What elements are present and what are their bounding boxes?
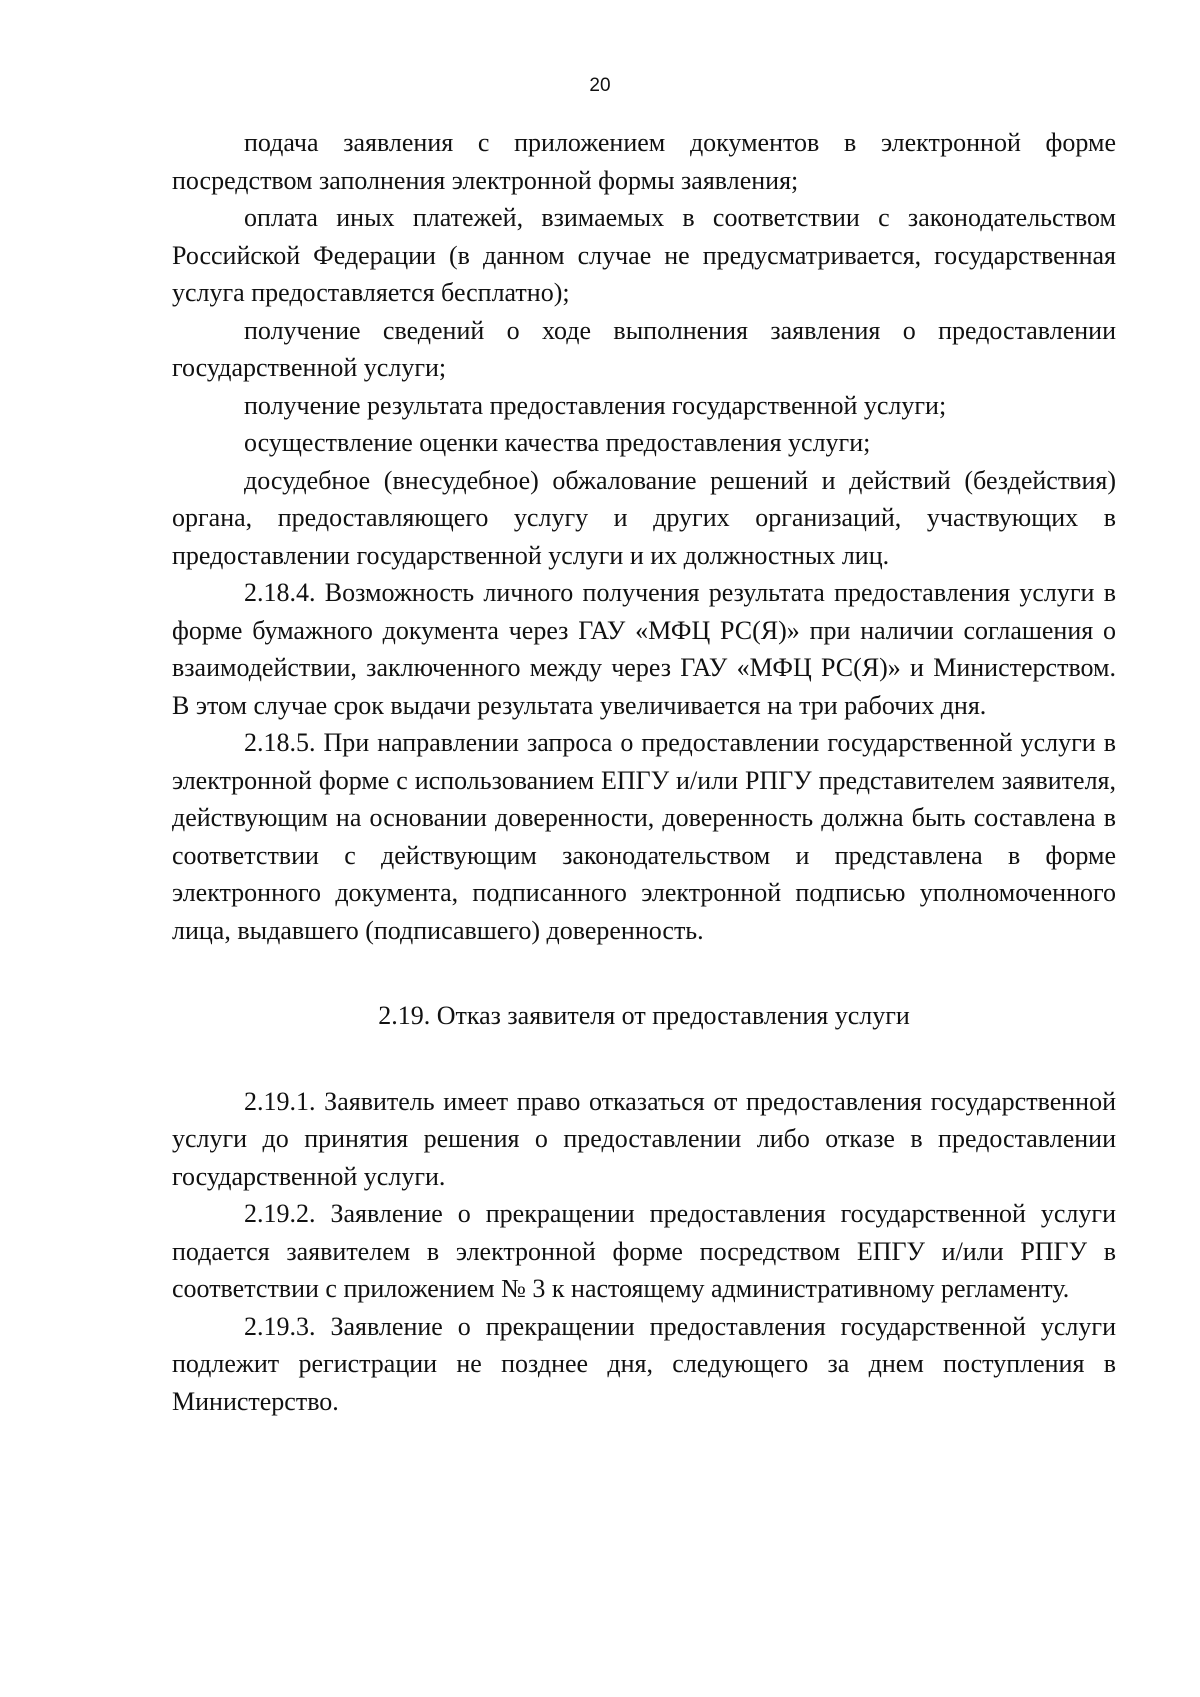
- paragraph-progress-info: получение сведений о ходе выполнения заявления о предоставлении государственной услуги;: [172, 315, 1116, 382]
- paragraph-quality-assessment: осуществление оценки качества предоставления услуги;: [244, 428, 871, 457]
- paragraph-2-19-1: 2.19.1. Заявитель имеет право отказаться от предоставления государственной услуги до принятия решения о предоставлении либо отказе в предоставлении государственной услуги.: [172, 1086, 1116, 1191]
- document-body: [172, 124, 1116, 1420]
- paragraph-2-19-3: 2.19.3. Заявление о прекращении предоставления государственной услуги подлежит регистрации не позднее дня, следующего за днем поступления в Министерство.: [172, 1311, 1116, 1416]
- paragraph-pretrial-appeal: досудебное (внесудебное) обжалование решений и действий (бездействия) органа, предоставляющего услугу и других организаций, участвующих в предоставлении государственной услуги и их должностных лиц.: [172, 465, 1116, 570]
- paragraph-electronic-application: подача заявления с приложением документов в электронной форме посредством заполнения электронной формы заявления;: [172, 128, 1116, 195]
- paragraph-2-18-5: 2.18.5. При направлении запроса о предоставлении государственной услуги в электронной форме с использованием ЕПГУ и/или РПГУ представителем заявителя, действующим на основании доверенности, доверенность должна быть составлена в соответствии с действующим законодательством и представлена в форме электронного документа, подписанного электронной подписью уполномоченного лица, выдавшего (подписавшего) доверенность.: [172, 728, 1116, 945]
- paragraph-2-18-4: 2.18.4. Возможность личного получения результата предоставления услуги в форме бумажного документа через ГАУ «МФЦ РС(Я)» при наличии соглашения о взаимодействии, заключенного между через ГАУ «МФЦ РС(Я)» и Министерством. В этом случае срок выдачи результата увеличивается на три рабочих дня.: [172, 578, 1116, 720]
- paragraph-other-payments: оплата иных платежей, взимаемых в соответствии с законодательством Российской Федерации (в данном случае не предусматривается, государственная услуга предоставляется бесплатно);: [172, 203, 1116, 307]
- paragraph-receive-result: получение результата предоставления государственной услуги;: [244, 390, 947, 420]
- paragraph-2-19-2: 2.19.2. Заявление о прекращении предоставления государственной услуги подается заявителем в электронной форме посредством ЕПГУ и/или РПГУ в соответствии с приложением № 3 к настоящему административному регламенту.: [172, 1199, 1116, 1303]
- page-number: 20: [589, 75, 611, 96]
- section-heading-2-19: 2.19. Отказ заявителя от предоставления услуги: [378, 1001, 910, 1030]
